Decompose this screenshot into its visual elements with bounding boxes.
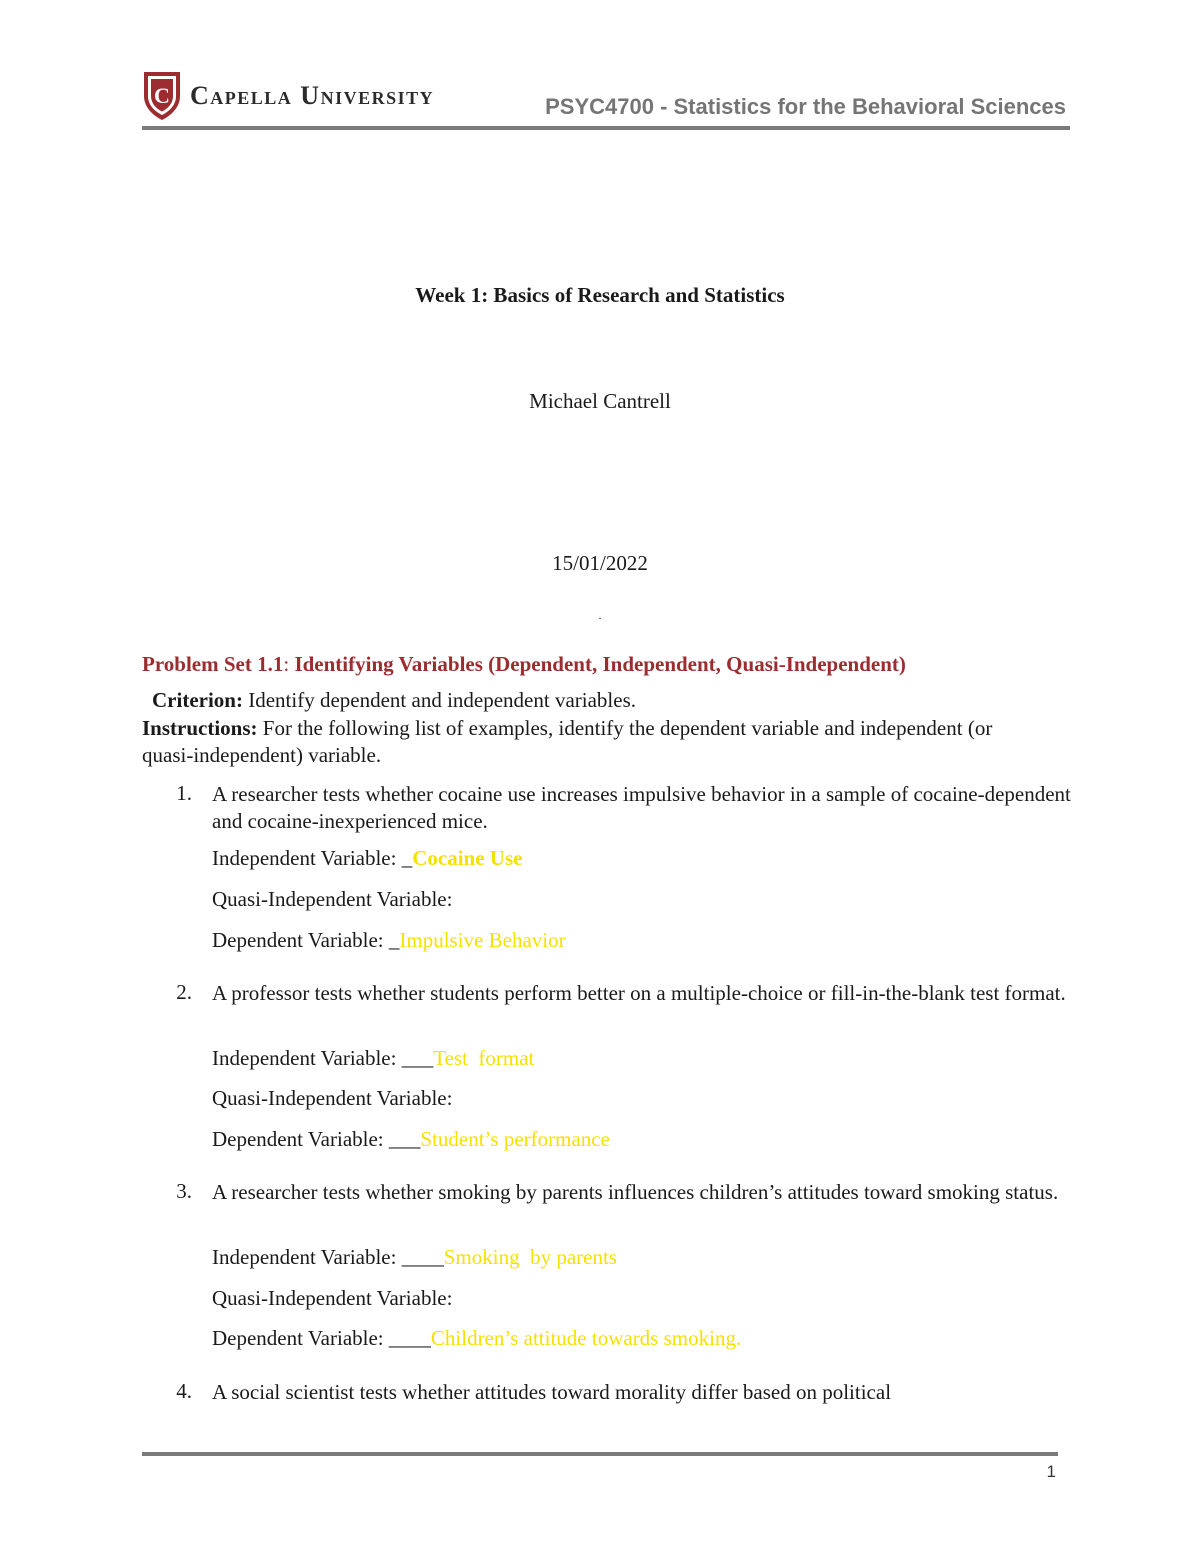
answer-blank: _	[401, 846, 413, 870]
document-date: 15/01/2022	[552, 551, 648, 575]
problem-set-topic: Identifying Variables (Dependent, Independent, Quasi-Independent)	[289, 652, 906, 676]
quasi-variable-line: Quasi-Independent Variable:	[212, 1286, 453, 1310]
quasi-variable-line: Quasi-Independent Variable:	[212, 887, 453, 911]
answer-blank: _	[388, 928, 400, 952]
separator-dot: .	[598, 608, 602, 622]
brand-name: Capella University	[190, 81, 435, 110]
page-header	[142, 66, 1070, 130]
question-text: A social scientist tests whether attitudes toward morality differ based on political	[212, 1380, 892, 1404]
question-text: A professor tests whether students perform better on a multiple-choice or fill-in-the-blank test format.	[212, 981, 1066, 1005]
criterion	[152, 688, 636, 713]
dependent-variable-line	[212, 1127, 610, 1152]
dependent-label: Dependent Variable:	[212, 928, 389, 952]
dependent-label: Dependent Variable:	[212, 1127, 389, 1151]
problem-set-heading	[142, 652, 906, 677]
instructions	[142, 715, 1002, 769]
header-divider	[142, 126, 1070, 130]
independent-variable-line	[212, 1245, 617, 1270]
criterion-label: Criterion:	[152, 688, 243, 712]
instructions-text: For the following list of examples, identify the dependent variable and independent (or quasi-independent) variable.	[142, 716, 993, 767]
dependent-variable-line	[212, 1326, 741, 1351]
problem-set-colon: :	[283, 652, 290, 676]
independent-answer: Test format	[433, 1046, 535, 1070]
question-number: 3.	[176, 1179, 192, 1203]
author-name: Michael Cantrell	[529, 389, 671, 413]
independent-variable-line	[212, 846, 522, 871]
answer-blank: ____	[401, 1245, 444, 1269]
university-logo	[142, 66, 434, 126]
independent-label: Independent Variable:	[212, 846, 402, 870]
svg-text:C: C	[154, 83, 170, 108]
answer-blank: ___	[401, 1046, 434, 1070]
question-number: 1.	[176, 781, 192, 805]
document-title: Week 1: Basics of Research and Statistics	[415, 283, 785, 307]
independent-answer: Cocaine Use	[412, 846, 523, 870]
dependent-answer: Impulsive Behavior	[399, 928, 566, 952]
course-title: PSYC4700 - Statistics for the Behavioral Sciences	[545, 94, 1066, 119]
quasi-variable-line: Quasi-Independent Variable:	[212, 1086, 453, 1110]
independent-variable-line	[212, 1046, 534, 1071]
instructions-label: Instructions:	[142, 716, 258, 740]
question-text: A researcher tests whether cocaine use increases impulsive behavior in a sample of cocaine-dependent and cocaine-inexperienced mice.	[212, 782, 1071, 833]
question-number: 4.	[176, 1379, 192, 1403]
independent-label: Independent Variable:	[212, 1245, 402, 1269]
answer-blank: ___	[388, 1127, 421, 1151]
dependent-answer: Children’s attitude towards smoking.	[430, 1326, 742, 1350]
dependent-label: Dependent Variable:	[212, 1326, 389, 1350]
page-number: 1	[1046, 1462, 1056, 1481]
question-text: A researcher tests whether smoking by parents influences children’s attitudes toward smoking status.	[212, 1180, 1059, 1204]
criterion-text: Identify dependent and independent variables.	[242, 688, 636, 712]
footer-divider	[142, 1452, 1058, 1456]
dependent-answer: Student’s performance	[420, 1127, 610, 1151]
independent-label: Independent Variable:	[212, 1046, 402, 1070]
answer-blank: ____	[388, 1326, 431, 1350]
problem-set-label: Problem Set 1.1	[142, 652, 284, 676]
shield-icon	[142, 70, 182, 122]
question-number: 2.	[176, 980, 192, 1004]
independent-answer: Smoking by parents	[443, 1245, 617, 1269]
dependent-variable-line	[212, 928, 566, 953]
